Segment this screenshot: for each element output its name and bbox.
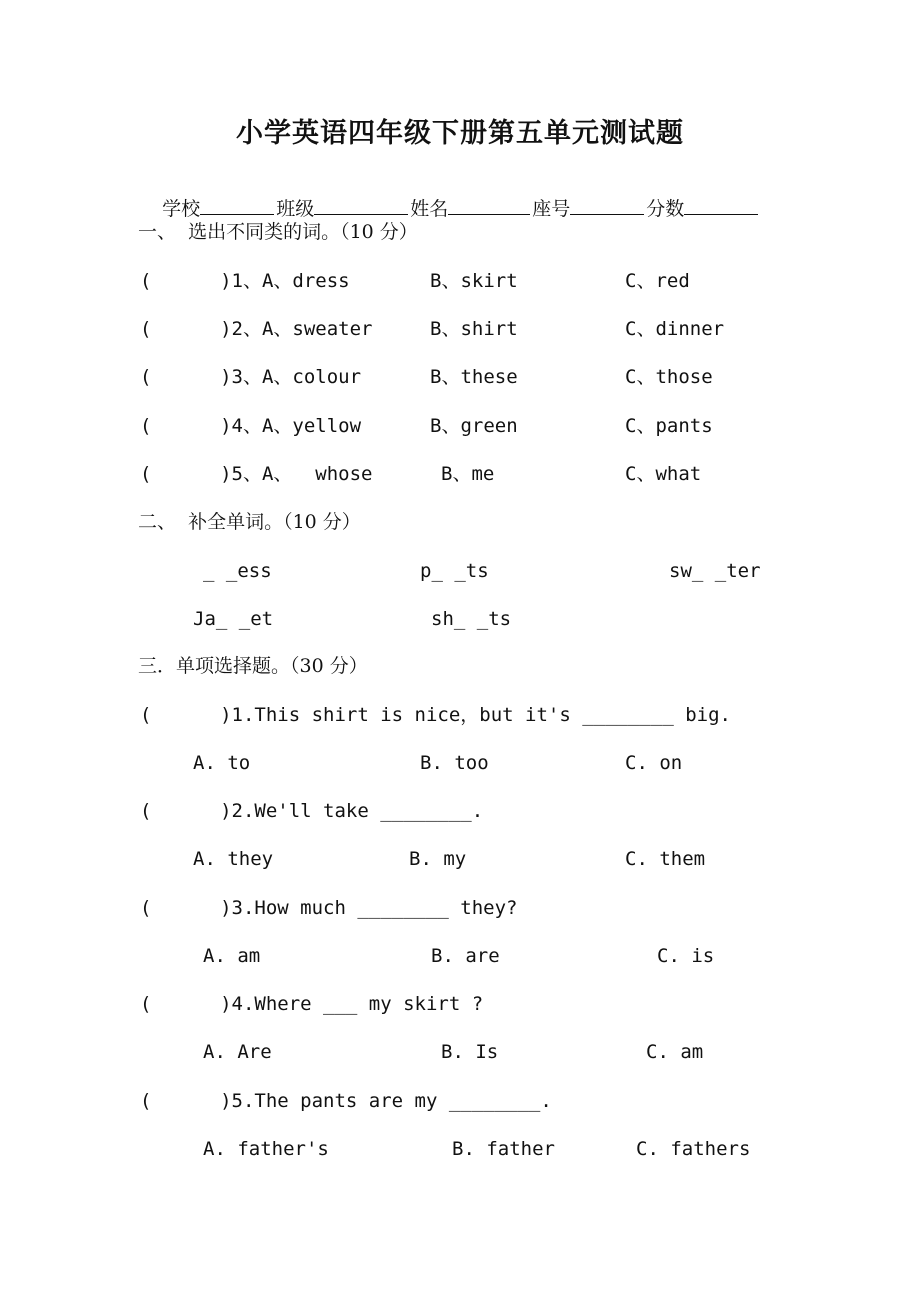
score-blank[interactable] (684, 196, 758, 215)
s3-q1-option-a: A. to (193, 752, 251, 774)
s1-item-1-b: B、skirt (430, 270, 518, 292)
s3-question-2: ( )2.We'll take ________. (140, 800, 484, 822)
section3-heading: 三．单项选择题。（30 分） (138, 655, 368, 677)
s3-q2-option-a: A. they (193, 848, 274, 870)
s3-q1-option-b: B. too (420, 752, 489, 774)
s2-word-3: sw_ _ter (669, 560, 761, 582)
section1-heading: 一、 选出不同类的词。（10 分） (138, 221, 418, 243)
s1-item-2-lead: ( )2、A、sweater (140, 318, 373, 340)
s1-item-4-c: C、pants (625, 415, 713, 437)
s3-q5-option-c: C. fathers (636, 1138, 751, 1160)
s3-q5-option-b: B. father (452, 1138, 555, 1160)
s3-question-4: ( )4.Where ___ my skirt ? (140, 993, 484, 1015)
s1-item-4-lead: ( )4、A、yellow (140, 415, 362, 437)
section2-heading: 二、 补全单词。（10 分） (138, 511, 361, 533)
s3-question-3: ( )3.How much ________ they? (140, 897, 518, 919)
s1-item-3-b: B、these (430, 366, 518, 388)
s3-q4-option-c: C. am (646, 1041, 704, 1063)
s3-q3-option-c: C. is (657, 945, 715, 967)
s1-item-4-b: B、green (430, 415, 518, 437)
s1-item-2-c: C、dinner (625, 318, 725, 340)
field-name-label: 姓名 (410, 198, 449, 220)
s1-item-5-b: B、me (441, 463, 495, 485)
s3-question-5: ( )5.The pants are my ________. (140, 1090, 552, 1112)
s1-item-3-c: C、those (625, 366, 713, 388)
school-blank[interactable] (200, 196, 274, 215)
s3-q4-option-b: B. Is (441, 1041, 499, 1063)
s3-question-1: ( )1.This shirt is nice，but it's ________ big. (140, 704, 731, 726)
s3-q2-option-c: C. them (625, 848, 706, 870)
s3-q2-option-b: B. my (409, 848, 467, 870)
worksheet-title: 小学英语四年级下册第五单元测试题 (236, 118, 684, 149)
field-score-label: 分数 (646, 198, 685, 220)
s2-word-2: p_ _ts (420, 560, 489, 582)
class-blank[interactable] (314, 196, 408, 215)
s2-word-5: sh_ _ts (431, 608, 512, 630)
name-blank[interactable] (448, 196, 530, 215)
s1-item-1-lead: ( )1、A、dress (140, 270, 350, 292)
s1-item-2-b: B、shirt (430, 318, 518, 340)
s1-item-3-lead: ( )3、A、colour (140, 366, 362, 388)
s3-q4-option-a: A. Are (203, 1041, 272, 1063)
seat-blank[interactable] (570, 196, 644, 215)
field-seat-label: 座号 (532, 198, 571, 220)
s3-q1-option-c: C. on (625, 752, 683, 774)
s2-word-1: _ _ess (203, 560, 272, 582)
field-school-label: 学校 (162, 198, 201, 220)
s3-q3-option-b: B. are (431, 945, 500, 967)
s3-q3-option-a: A. am (203, 945, 261, 967)
field-class-label: 班级 (276, 198, 315, 220)
s1-item-1-c: C、red (625, 270, 690, 292)
s1-item-5-lead: ( )5、A、 whose (140, 463, 373, 485)
s3-q5-option-a: A. father's (203, 1138, 329, 1160)
s1-item-5-c: C、what (625, 463, 702, 485)
s2-word-4: Ja_ _et (193, 608, 274, 630)
